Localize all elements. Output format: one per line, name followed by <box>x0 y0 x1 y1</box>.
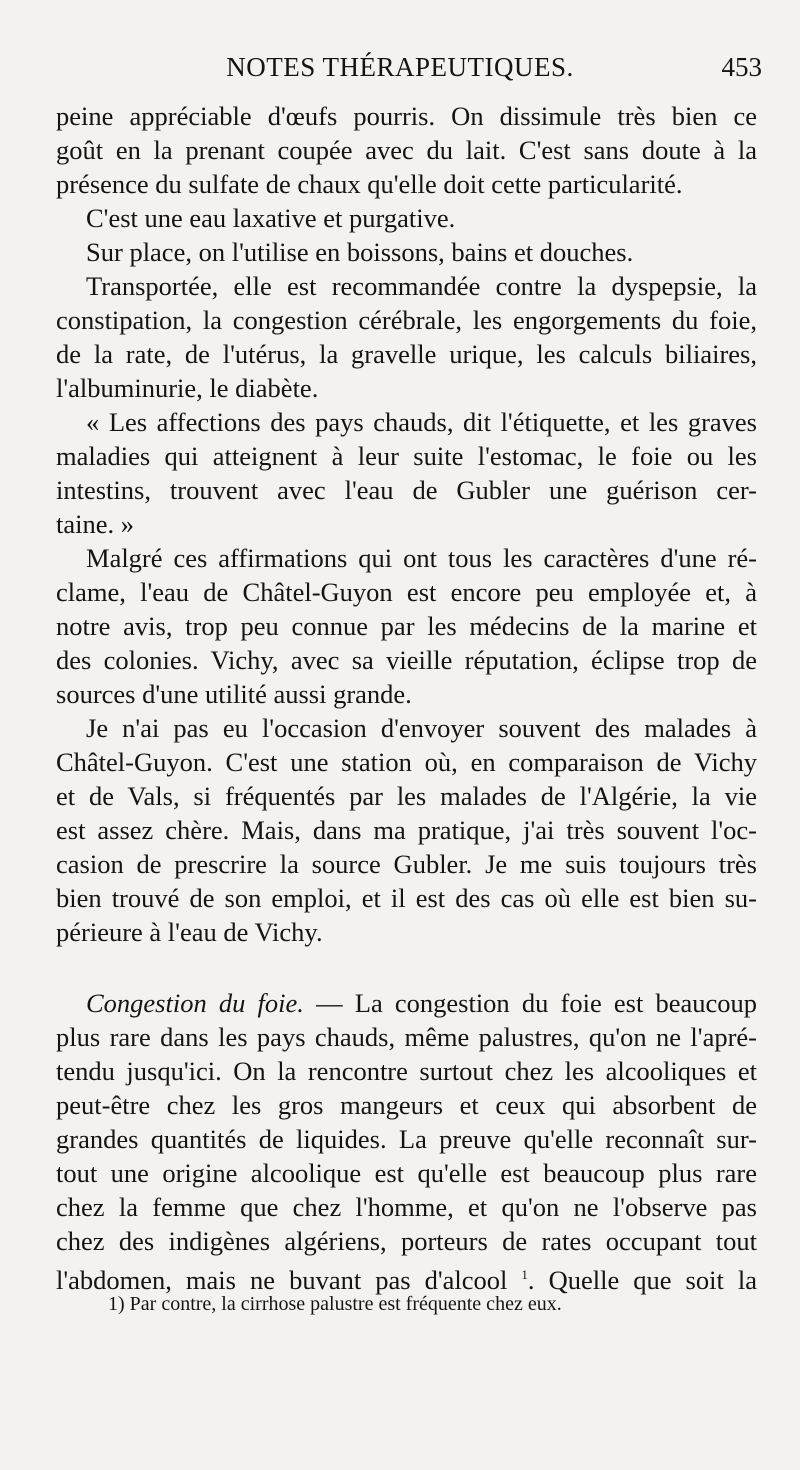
footnote-marker: 1) <box>108 1293 125 1315</box>
text-line: constipation, la congestion cérébrale, les engorgements du foie, <box>56 305 757 335</box>
text-line: intestins, trouvent avec l'eau de Gubler une guérison cer- <box>56 475 757 505</box>
page-number: 453 <box>721 52 762 82</box>
text-line: périeure à l'eau de Vichy. <box>56 917 323 947</box>
text-line: taine. » <box>56 509 134 539</box>
text-line <box>56 986 757 1020</box>
paragraph <box>56 99 757 201</box>
section-congestion-du-foie <box>56 986 758 1295</box>
text-line: présence du sulfate de chaux qu'elle doit cette particularité. <box>56 169 683 199</box>
text-line <box>56 1258 758 1295</box>
text-line: est assez chère. Mais, dans ma pratique, j'ai très souvent l'oc- <box>56 815 757 845</box>
line-text-after-note: . Quelle que soit la <box>527 1264 758 1295</box>
section-heading: Congestion du foie. <box>86 988 304 1018</box>
paragraph <box>56 269 757 405</box>
text-line: maladies qui atteignent à leur suite l'estomac, le foie ou les <box>56 441 757 471</box>
text-line: bien trouvé de son emploi, et il est des cas où elle est bien su- <box>56 883 757 913</box>
text-line: C'est une eau laxative et purgative. <box>86 203 456 233</box>
text-line: chez la femme que chez l'homme, et qu'on ne l'observe pas <box>56 1192 757 1222</box>
text-line: Je n'ai pas eu l'occasion d'envoyer souvent des malades à <box>86 713 757 743</box>
text-line: Châtel-Guyon. C'est une station où, en comparaison de Vichy <box>56 747 757 777</box>
text-line: tendu jusqu'ici. On la rencontre surtout chez les alcooliques et <box>56 1056 757 1086</box>
running-title: NOTES THÉRAPEUTIQUES. <box>226 52 574 82</box>
section-spacer <box>56 949 757 986</box>
paragraph <box>56 235 757 269</box>
text-line: goût en la prenant coupée avec du lait. C'est sans doute à la <box>56 135 757 165</box>
section-first-line: — La congestion du foie est beaucoup <box>316 988 758 1018</box>
text-line: plus rare dans les pays chauds, même palustres, qu'on ne l'apré- <box>56 1022 757 1052</box>
text-line: de la rate, de l'utérus, la gravelle urique, les calculs biliaires, <box>56 339 757 369</box>
text-line: l'albuminurie, le diabète. <box>56 373 319 403</box>
paragraph <box>56 541 757 711</box>
text-line: notre avis, trop peu connue par les médecins de la marine et <box>56 611 757 641</box>
text-line: et de Vals, si fréquentés par les malades de l'Algérie, la vie <box>56 781 757 811</box>
page-header <box>0 52 800 88</box>
paragraph <box>56 201 757 235</box>
footnote-text: Par contre, la cirrhose palustre est fréquente chez eux. <box>129 1293 562 1315</box>
text-line: clame, l'eau de Châtel-Guyon est encore peu employée et, à <box>56 577 757 607</box>
paragraph <box>56 711 757 949</box>
text-line: « Les affections des pays chauds, dit l'étiquette, et les graves <box>86 407 757 437</box>
footnote <box>108 1293 562 1316</box>
body-text <box>56 99 758 1295</box>
text-line: sources d'une utilité aussi grande. <box>56 679 412 709</box>
text-line: grandes quantités de liquides. La preuve qu'elle reconnaît sur- <box>56 1124 757 1154</box>
text-line: Sur place, on l'utilise en boissons, bains et douches. <box>86 237 634 267</box>
text-line: des colonies. Vichy, avec sa vieille réputation, éclipse trop de <box>56 645 757 675</box>
text-line: Malgré ces affirmations qui ont tous les caractères d'une ré- <box>86 543 757 573</box>
paragraph-quote <box>56 405 757 541</box>
footnote-reference[interactable]: 1 <box>521 1267 528 1282</box>
text-line: tout une origine alcoolique est qu'elle est beaucoup plus rare <box>56 1158 757 1188</box>
text-line: peut-être chez les gros mangeurs et ceux qui absorbent de <box>56 1090 757 1120</box>
text-line: casion de prescrire la source Gubler. Je me suis toujours très <box>56 849 757 879</box>
text-line: peine appréciable d'œufs pourris. On dissimule très bien ce <box>56 101 757 131</box>
text-line: Transportée, elle est recommandée contre la dyspepsie, la <box>86 271 757 301</box>
text-line: chez des indigènes algériens, porteurs de rates occupant tout <box>56 1226 757 1256</box>
line-text-before-note: l'abdomen, mais ne buvant pas d'alcool <box>56 1264 508 1295</box>
